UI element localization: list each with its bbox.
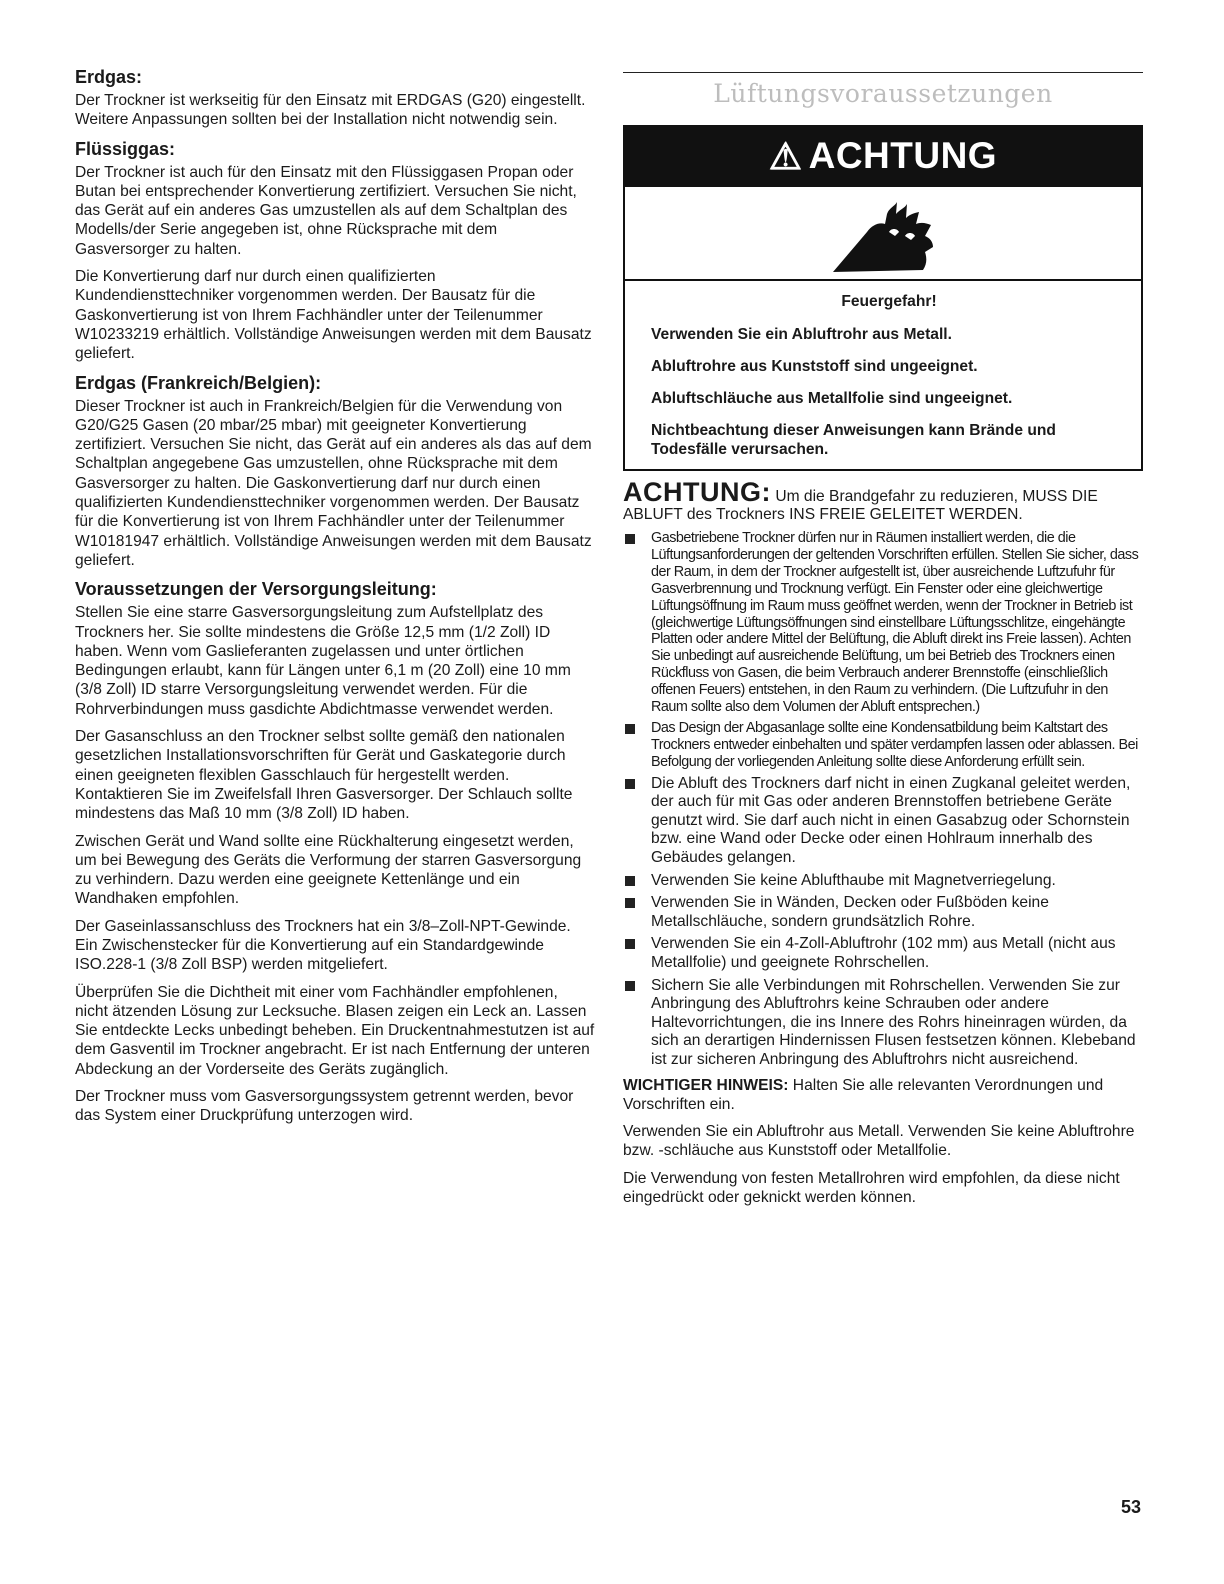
section-erdgas [75,66,595,130]
bullet-square-icon [625,779,635,789]
warning-box [623,125,1143,471]
paragraph: Überprüfen Sie die Dichtheit mit einer vom Fachhändler empfohlenen, nicht ätzenden Lösung zur Lecksuche. Blasen zeigen ein Leck an. Lassen Sie entdeckte Lecks unbedingt beheben. Ein Druckentnahmestutzen ist auf dem Gasventil im Trockner angebracht. Er ist nach Entfernung der unteren Abdeckung an der Vorderseite des Geräts zugänglich. [75,983,595,1078]
paragraph: Dieser Trockner ist auch in Frankreich/Belgien für die Verwendung von G20/G25 Gasen (20 mbar/25 mbar) mit geeigneter Konvertierung zertifiziert. Versuchen Sie nicht, das Gerät auf ein anderes als das auf dem Schaltplan angegebene Gas umzustellen, ohne Rücksprache mit dem Gasversorger zu halten. Die Gaskonvertierung darf nur durch einen qualifizierten Kundendiensttechniker vorgenommen werden. Der Bausatz für die Konvertierung ist von Ihrem Fachhändler unter der Teilenummer W10181947 erhältlich. Vollständige Anweisungen werden mit dem Bausatz geliefert. [75,397,592,569]
heading-fluessiggas: Flüssiggas: [75,138,176,159]
bullet-square-icon [625,534,635,544]
list-item: Verwenden Sie in Wänden, Decken oder Fußböden keine Metallschläuche, sondern grundsätzlich Rohre. [623,894,1143,931]
heading-erdgas: Erdgas: [75,67,143,87]
section-title-bar [623,72,1143,117]
bullet-square-icon [625,876,635,886]
page-number: 53 [1120,1497,1141,1517]
important-text: Halten Sie alle relevanten Verordnungen und Vorschriften ein. [623,1076,1104,1113]
warning-header [625,127,1141,187]
section-erdgas-frankreich-belgien [75,372,595,571]
paragraph: Der Trockner ist werkseitig für den Einsatz mit ERDGAS (G20) eingestellt. Weitere Anpassungen sollten bei der Installation nicht notwendig sein. [75,92,586,129]
list-item: Sichern Sie alle Verbindungen mit Rohrschellen. Verwenden Sie zur Anbringung des Abluftrohrs keine Schrauben oder andere Haltevorrichtungen, die ins Innere des Rohrs hineinragen würden, da sich an derartigen Hindernissen Flusen festsetzen können. Klebeband ist zur sicheren Anbringung des Abluftrohrs nicht ausreichend. [623,977,1143,1070]
achtung-label: ACHTUNG: [623,477,771,507]
warning-line: Nichtbeachtung dieser Anweisungen kann Brände und Todesfälle verursachen. [651,422,1056,458]
heading-versorgungsleitung: Voraussetzungen der Versorgungsleitung: [75,579,437,600]
vent-requirements-list [623,530,1143,1070]
paragraph: Verwenden Sie ein Abluftrohr aus Metall. Verwenden Sie keine Abluftrohre bzw. -schläuche aus Kunststoff oder Metallfolie. [623,1123,1135,1160]
paragraph: Die Konvertierung darf nur durch einen qualifizierten Kundendiensttechniker vorgenommen werden. Der Bausatz für die Gaskonvertierung ist von Ihrem Fachhändler unter der Teilenummer W10233219 erhältlich. Vollständige Anweisungen werden mit dem Bausatz geliefert. [75,268,592,363]
fire-hazard-icon [827,192,939,274]
paragraph: Der Gasanschluss an den Trockner selbst sollte gemäß den nationalen gesetzlichen Installationsvorschriften für Gerät und Gaskategorie durch einen geeigneten flexiblen Gasschlauch für hergestellt werden. Kontaktieren Sie im Zweifelsfall Ihren Gasversorger. Der Schlauch sollte mindestens das Maß 10 mm (3/8 Zoll) ID haben. [75,728,573,823]
paragraph: Stellen Sie eine starre Gasversorgungsleitung zum Aufstellplatz des Trockners her. Sie sollte mindestens die Größe 12,5 mm (1/2 Zoll) ID haben. Wenn vom Gaslieferanten zugelassen und unter örtlichen Bedingungen erlaubt, kann für Längen unter 6,1 m (20 Zoll) eine 10 mm (3/8 Zoll) ID starre Versorgungsleitung verwendet werden. Für die Rohrverbindungen muss gasdichte Abdichtmasse verwendet werden. [75,604,571,718]
warning-line: Verwenden Sie ein Abluftrohr aus Metall. [651,326,952,343]
bullet-square-icon [625,898,635,908]
paragraph: Der Trockner ist auch für den Einsatz mit den Flüssiggasen Propan oder Butan bei entsprechender Konvertierung zertifiziert. Versuchen Sie nicht, das Gerät auf ein anderes Gas umzustellen als auf dem Schaltplan des Modells/der Serie angegeben ist, ohne Rücksprache mit dem Gasversorger zu halten. [75,163,577,258]
paragraph: Der Gaseinlassanschluss des Trockners hat ein 3/8–Zoll-NPT-Gewinde. Ein Zwischenstecker für die Konvertierung auf ein Standardgewinde ISO.228-1 (3/8 Zoll BSP) werden mitgeliefert. [75,917,571,974]
warning-triangle-icon: ⚠ [768,135,803,177]
fire-hazard-icon-area [625,187,1141,281]
section-fluessiggas [75,138,595,364]
achtung-text: Um die Brandgefahr zu reduzieren, MUSS DIE ABLUFT des Trockners INS FREIE GELEITET WERDEN. [623,488,1098,523]
heading-erdgas-frankreich-belgien: Erdgas (Frankreich/Belgien): [75,372,322,393]
list-item: Verwenden Sie ein 4-Zoll-Abluftrohr (102 mm) aus Metall (nicht aus Metallfolie) und geeignete Rohrschellen. [623,935,1143,972]
left-column [75,66,595,1134]
paragraph: Zwischen Gerät und Wand sollte eine Rückhalterung eingesetzt werden, um bei Bewegung des Geräts die Verformung der starren Gasversorgung zu verhindern. Dazu werden eine geeignete Kettenlänge und ein Wandhaken empfohlen. [75,832,582,908]
bullet-square-icon [625,724,635,734]
list-item: Die Abluft des Trockners darf nicht in einen Zugkanal geleitet werden, der auch für mit Gas oder anderen Brennstoffen betriebene Geräte genutzt wird. Sie darf auch nicht in einen Gasabzug oder Schornstein bzw. eine Wand oder Decke oder einen Hohlraum innerhalb des Gebäudes gelangen. [623,775,1143,868]
section-versorgungsleitung [75,578,595,1125]
list-item: Das Design der Abgasanlage sollte eine Kondensatbildung beim Kaltstart des Trockners entweder einbehalten und später verdampfen lassen oder ablassen. Bei Befolgung der vorliegenden Anleitung sollte diese Anforderung erfüllt sein. [623,720,1143,771]
section-title: Lüftungsvoraussetzungen [713,79,1053,108]
list-item: Gasbetriebene Trockner dürfen nur in Räumen installiert werden, die die Lüftungsanforderungen der geltenden Vorschriften erfüllen. Stellen Sie sicher, dass der Raum, in dem der Trockner aufgestellt ist, über ausreichende Luftzufuhr für Gasverbrennung und Trocknung verfügt. Ein Fenster oder eine gleichwertige Lüftungsöffnung im Raum muss geöffnet werden, wenn der Trockner in Betrieb ist (gleichwertige Lüftungsöffnungen sind einstellbare Lüftungsschlitze, eingehängte Platten oder andere Mittel der Belüftung, die Abluft direkt ins Freie lassen). Achten Sie unbedingt auf ausreichende Belüftung, um bei Betrieb des Trockners einen Rückfluss von Gasen, die beim Verbrauch anderer Brennstoffe (einschließlich offenen Feuers) entstehen, in den Raum zu verhindern. (Die Luftzufuhr in den Raum sollte also dem Volumen der Abluft entsprechen.) [623,530,1143,716]
warning-text [625,281,1141,469]
important-label: WICHTIGER HINWEIS: [623,1076,789,1094]
paragraph: Die Verwendung von festen Metallrohren wird empfohlen, da diese nicht eingedrückt oder geknickt werden können. [623,1169,1120,1207]
warning-line: Abluftrohre aus Kunststoff sind ungeeignet. [651,358,978,375]
achtung-intro [623,477,1143,524]
bullet-square-icon [625,981,635,991]
paragraph: Der Trockner muss vom Gasversorgungssystem getrennt werden, bevor das System einer Druckprüfung unterzogen wird. [75,1088,574,1125]
list-item: Verwenden Sie keine Ablufthaube mit Magnetverriegelung. [623,872,1143,891]
important-note [623,1076,1143,1115]
warning-title: Feuergefahr! [841,293,937,310]
right-column [623,72,1143,1215]
warning-header-label: ACHTUNG [808,135,998,176]
bullet-square-icon [625,939,635,949]
warning-line: Abluftschläuche aus Metallfolie sind ungeeignet. [651,390,1013,407]
